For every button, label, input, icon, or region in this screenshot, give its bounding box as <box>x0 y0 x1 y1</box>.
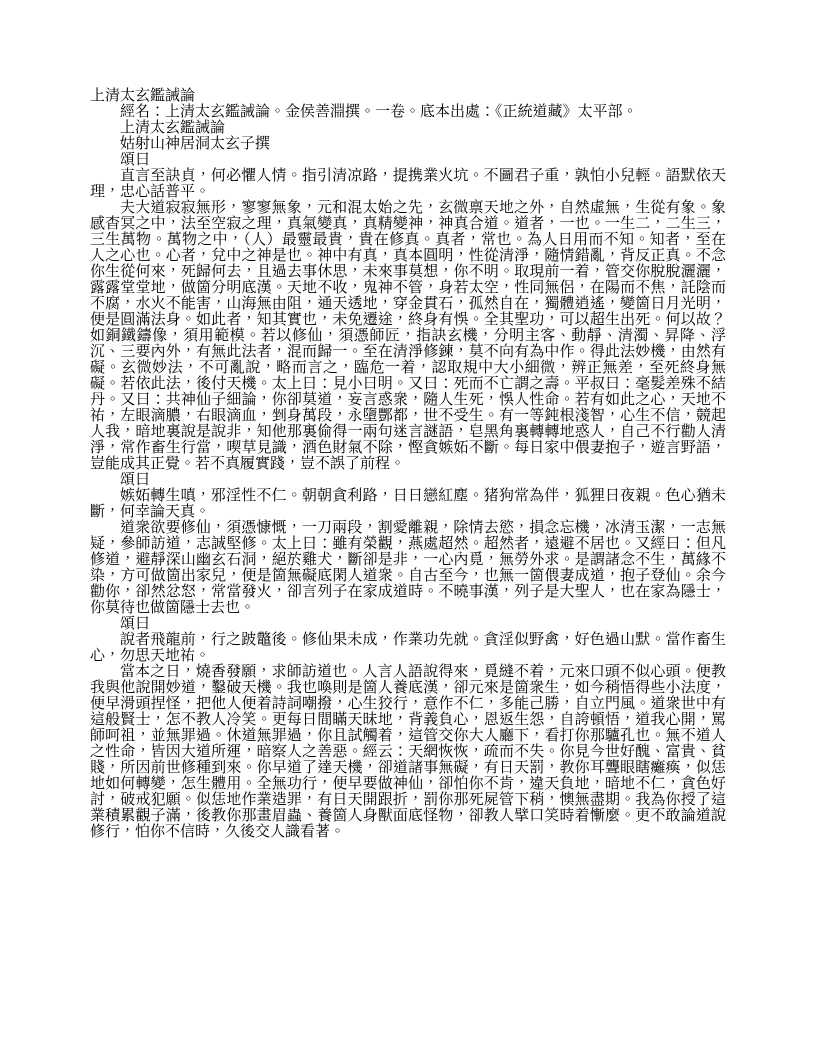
inner-title: 上清太玄鑑誡論 <box>120 120 226 136</box>
verse-heading-3: 頌曰 <box>120 616 151 632</box>
body-paragraph-1: 夫大道寂寂無形，寥寥無象，元和混太始之先，玄微禀天地之外，自然虛無，生從有象。象感杳冥之中，法至空寂之理，真氣變真，真精變神，神真合道。道者，一也。一生二，二生三，三生萬物。萬物之中，（人）最靈最貴，貴在修真。真者，常也。為人日用而不知。知者，至在人之心也。心者，兌中之神是也。神中有真，真本圓明，性從清淨，隨情錯亂，背反正真。不念你生從何來，死歸何去，且過去事休思，未來事莫想，你不明。取現前一着，管交你脫脫灑灑，露露堂堂地，做箇分明底漢。天地不收，鬼神不管，身若太空，性同無侶，在陽而不焦，託陰而不腐，水火不能害，山海無由阻，通天透地，穿金貫石，孤然自在，獨體逍遙，變箇日月光明，便是圓滿法身。如此者，知其實也，未免遷途，終身有悞。全其聖功，可以超生出死。何以故？如銅鐵鑄像，須用範模。若以修仙，須憑師匠，指訣玄機，分明主客、動靜、清濁、昇降、浮沉、三要內外，有無此法者，混而歸一。至在清淨修鍊，莫不向有為中作。得此法妙機，由然有礙。玄微妙法，不可亂說，略而言之，臨危一着，認取規中大小細微，辨正無差，至死終身無礙。若依此法，後付天機。太上曰：見小曰明。又曰：死而不亡謂之壽。平叔曰：毫髮差殊不結丹。又曰：共神仙子細論，你卻莫道，妄言惑衆，隨人生死，悞人性命。若有如此之心，天地不祐，左眼滴膿，右眼滴血，剉身萬段，永墮酆都，世不受生。有一等鈍根淺智，心生不信，競起人我，暗地裏說是說非，知他那裏偷得一兩句迷言謎語，皂黑角裏轉轉地惑人，自己不行勸人清淨，常作畜生行當，喫草見識，酒色財氣不除，慳貪嫉妬不斷。每日家中偎妻抱子，遊言野語，豈能成其正覺。若不真履實踐，豈不誤了前程。 <box>90 200 726 472</box>
body-paragraph-2: 道衆欲要修仙，須憑慷慨，一刀兩段，割愛離親，除情去慾，損念忘機，冰清玉潔，一志無疑，參師訪道，志誠堅修。太上曰：雖有榮觀，燕處超然。超然者，遠避不居也。又經曰：但凡修道，避靜深山幽玄石洞，絕於雞犬，斷卻是非，一心內覓，無勞外求。是謂諸念不生，萬緣不染，方可做箇出家兒，便是箇無礙底閑人道衆。自古至今，也無一箇偎妻成道，抱子登仙。余今勸你，卻然忿怒，常當發火，卻言列子在家成道時。不曉事漢，列子是大聖人，也在家為隱士，你莫待也做箇隱士去也。 <box>90 520 726 616</box>
document-title: 上清太玄鑑誡論 <box>90 88 196 104</box>
verse-3: 說者飛龍前，行之跛鼈後。修仙果未成，作業功先就。貪淫似野禽，好色過山默。當作畜生心，勿思天地祐。 <box>90 632 726 664</box>
document-body <box>90 88 726 840</box>
verse-heading-2: 頌曰 <box>120 472 151 488</box>
verse-2: 嫉妬轉生嗔，邪淫性不仁。朝朝貪利路，日日戀紅塵。猪狗常為伴，狐狸日夜親。色心猶未斷，何幸論天真。 <box>90 488 726 520</box>
author-line: 姑射山神居洞太玄子撰 <box>120 136 271 152</box>
verse-1: 直言至訣貞，何必懼人情。指引清凉路，提携業火坑。不圖君子重，孰怕小兒輕。語默依天理，忠心話普平。 <box>90 168 726 200</box>
edition-note: 經名：上清太玄鑑誡論。金侯善淵撰。一卷。底本出處：《正統道藏》太平部。 <box>120 104 638 120</box>
verse-heading-1: 頌曰 <box>120 152 151 168</box>
body-paragraph-3: 當本之日，燒香發願，求師訪道也。人言人語說得來，覓縫不着，元來口頭不似心頭。便教我與他說開妙道，鑿破天機。我也喚則是箇人養底漢，卻元來是箇衆生，如今稍悟得些小法度，便早滑頭捏怪，把他人便着詩詞嘲撥，心生狡行，意作不仁，多能己勝，自立門風。道衆世中有這般賢士，怎不教人冷笑。更每日間瞞天昧地，背義負心，恩返生怨，自誇頓悟，道我心開，罵師呵祖，並無罪過。休道無罪過，你且試觸着，這管交你大人廳下，看打你那驢孔也。無不道人之性命，皆因大道所運，暗察人之善惡。經云：天網恢恢，疏而不失。你見今世好醜、富貴、貧賤，所因前世修種到來。你早道了達天機，卻道諸事無礙，有日天罰，教你耳聾眼瞎癱瘓，似恁地如何轉變，怎生體用。全無功行，便早要做神仙，卻怕你不肯，違天負地，暗地不仁，貪色好討，破戒犯願。似恁地作業造罪，有日天開跟折，罰你那死屍管下稍，懊無盡期。我為你授了這業積累觀子滿，後教你那畫眉蟲、養箇人身獸面底怪物，卻教人擘口笑時着慚麼。更不敢論道說修行，怕你不信時，久後交人識看著。 <box>90 664 726 840</box>
